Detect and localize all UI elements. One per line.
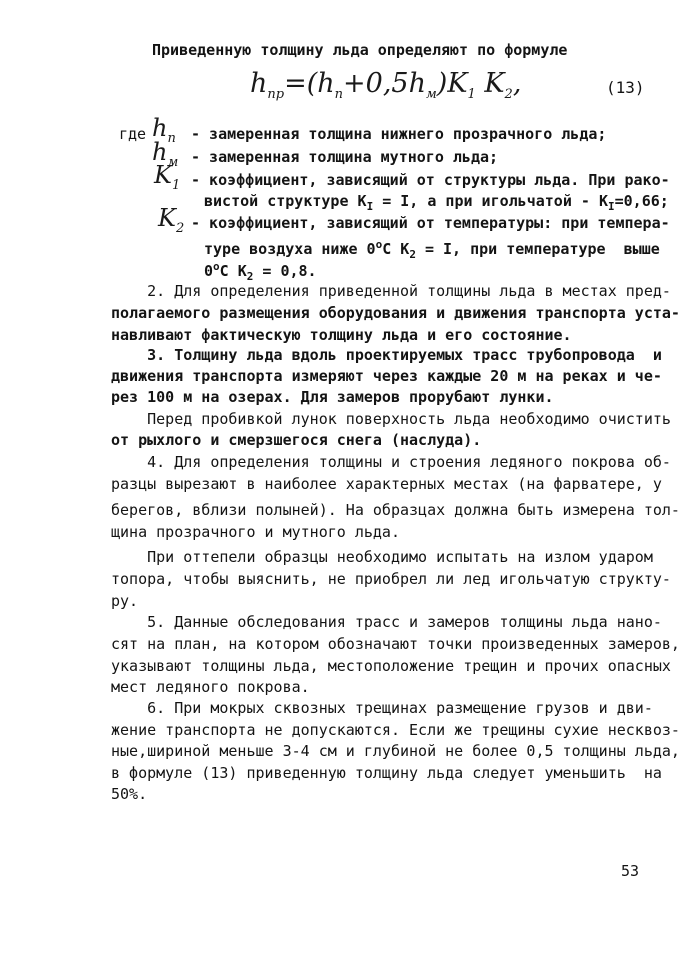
p4-line3: берегов, вблизи полыней). На образцах должна быть измерена тол- — [111, 501, 680, 519]
formula-k1: K — [447, 68, 468, 99]
k1-text-c: =0,66; — [614, 192, 669, 210]
formula-h3: h — [408, 68, 426, 99]
p4-line2: разцы вырезают в наиболее характерных местах (на фарватере, у — [111, 475, 662, 493]
formula-h2: h — [317, 68, 335, 99]
formula-eq: =( — [284, 68, 318, 99]
k2-text-3c: = 0,8. — [253, 262, 317, 280]
sym-k2: K — [158, 204, 176, 232]
sym-sub-n: п — [167, 131, 176, 146]
p2-line2: полагаемого размещения оборудования и движения транспорта уста- — [111, 304, 680, 322]
formula-plus: +0,5 — [343, 68, 409, 99]
where-label: где — [119, 125, 147, 143]
p4-line4: щина прозрачного и мутного льда. — [111, 523, 400, 541]
p5-line4: мест ледяного покрова. — [111, 678, 310, 696]
page-number: 53 — [621, 862, 640, 880]
k2-text-c: = I, при температуре выше — [415, 240, 660, 258]
p5-line2: сят на план, на котором обозначают точки произведенных замеров, — [111, 635, 680, 653]
p6-line3: ные,шириной меньше 3-4 см и глубиной не более 0,5 толщины льда, — [111, 742, 680, 760]
sym-sub-m: м — [167, 155, 179, 170]
formula-comma: , — [512, 68, 522, 99]
p2-line3: навливают фактическую толщину льда и его состояние. — [111, 326, 572, 344]
def-hn: - замеренная толщина нижнего прозрачного льда; — [191, 125, 607, 143]
sym-k1: K — [154, 161, 172, 189]
p4b-line2: топора, чтобы выяснить, не приобрел ли лед игольчатую структу- — [111, 570, 671, 588]
p4-line1: 4. Для определения толщины и строения ледяного покрова об- — [111, 453, 671, 471]
p6-line1: 6. При мокрых сквозных трещинах размещение грузов и дви- — [111, 699, 653, 717]
k1-sub-a: I — [366, 200, 374, 213]
k2-text-b: С К — [382, 240, 410, 258]
symbol-k2 — [158, 204, 184, 236]
p6-line2: жение транспорта не допускаются. Если же трещины сухие несквоз- — [111, 721, 680, 739]
formula-13 — [250, 68, 521, 102]
sym-sub-2: 2 — [175, 221, 185, 236]
formula-sub-1: 1 — [467, 87, 476, 102]
p3-line2: движения транспорта измеряют через каждые 20 м на реках и че- — [111, 367, 662, 385]
formula-sub-n: п — [334, 87, 344, 102]
p3-line3: рез 100 м на озерах. Для замеров прорубают лунки. — [111, 388, 554, 406]
p3b-line1: Перед пробивкой лунок поверхность льда необходимо очистить — [111, 410, 671, 428]
k2-sup-b: о — [213, 260, 220, 273]
equation-number: (13) — [606, 78, 645, 97]
def-k2-line1: - коэффициент, зависящий от температуры: при темпера- — [191, 214, 670, 232]
k2-text-a: туре воздуха ниже 0 — [204, 240, 376, 258]
p4b-line1: При оттепели образцы необходимо испытать на излом ударом — [111, 548, 653, 566]
k1-sub-b: I — [608, 200, 615, 213]
sym-h-m: h — [152, 138, 168, 166]
def-k1-line1: - коэффициент, зависящий от структуры льда. При рако- — [191, 171, 670, 189]
p3-line1: 3. Толщину льда вдоль проектируемых трасс трубопровода и — [111, 346, 662, 364]
p5-line3: указывают толщины льда, местоположение трещин и прочих опасных — [111, 657, 671, 675]
sym-sub-1: 1 — [171, 178, 181, 193]
formula-h: h — [250, 68, 268, 99]
k1-text-b: = I, а при игольчатой - К — [373, 192, 608, 210]
k2-sup-a: о — [375, 238, 383, 251]
formula-sub-2: 2 — [504, 87, 513, 102]
p6-line5: 50%. — [111, 785, 148, 803]
k1-text-a: вистой структуре К — [204, 192, 367, 210]
intro-line: Приведенную толщину льда определяют по формуле — [152, 41, 568, 59]
symbol-k1 — [154, 161, 180, 193]
k2-text-3b: С К — [219, 262, 247, 280]
sym-h: h — [152, 114, 168, 142]
formula-k2: K — [484, 68, 505, 99]
def-hm: - замеренная толщина мутного льда; — [191, 148, 499, 166]
p5-line1: 5. Данные обследования трасс и замеров толщины льда нано- — [111, 613, 662, 631]
p6-line4: в формуле (13) приведенную толщину льда следует уменьшить на — [111, 764, 662, 782]
k2-text-3a: 0 — [204, 262, 214, 280]
formula-close: ) — [436, 68, 448, 99]
p2-line1: 2. Для определения приведенной толщины льда в местах пред- — [111, 282, 671, 300]
k2-sub-b: 2 — [246, 270, 254, 283]
formula-sub-pr: пр — [267, 87, 285, 102]
k2-sub-a: 2 — [409, 248, 416, 261]
formula-sub-m: м — [425, 87, 437, 102]
p3b-line2: от рыхлого и смерзшегося снега (наслуда). — [111, 431, 482, 449]
p4b-line3: ру. — [111, 592, 139, 610]
